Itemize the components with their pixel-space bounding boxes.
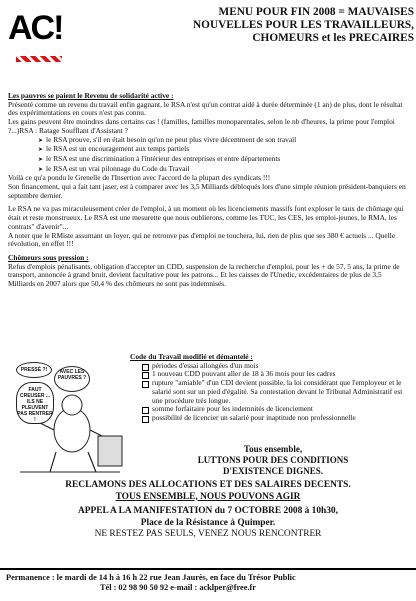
paragraph: Les gains peuvent être moindres dans certains cas ! (familles, familles monoparentales, selon le nb d'heures, la prime pour l'emploi ?...)RSA : Ratage Soufflant d'Assistant ?: [8, 117, 395, 135]
code-list: [130, 362, 412, 423]
section-rsa: [8, 92, 408, 289]
paragraph: A noter que le RMiste assumant un loyer, qui ne retrouve pas d'emploi ne touchera, lui, rien de plus que ses 380 € actuels ... Quelle révolution, en effet !!!: [8, 230, 396, 249]
list-item: ➤ le RSA est une discrimination à l'intérieur des entreprises et entre départements: [48, 155, 408, 165]
paragraph: Son financement, qui a fait tant jaser, est à comparer avec les 3,5 Milliards débloqués lors d'une simple réunion président-banquiers en septembre dernier.: [8, 182, 406, 200]
list-item: ➤ le RSA est un encouragement aux temps partiels: [48, 145, 408, 155]
section-heading: Code du Travail modifié et démantelé :: [130, 352, 253, 361]
paragraph: Présenté comme un revenu du travail enfin gagnant, le RSA n'est qu'un contrat aidé à durée déterminée (1 an) de plus, dont le résultat des expérimentations en cours n'est pas connu.: [8, 99, 403, 118]
list-item: somme forfaitaire pour les indemnités de licenciement: [142, 405, 412, 414]
paragraph: Le RSA ne va pas miraculeusement créer de l'emploi, à un moment où les licenciements massifs font exploser le taux de chômage qui était et reste monstrueux. Le RSA est une mesurette que nous oublierons, comme les TUC, les CES, les emploi-jeunes, le RMA, les contrats" d'avenir"...: [8, 204, 404, 231]
cartoon-illustration: [10, 360, 128, 478]
ac-logo: [6, 8, 68, 80]
list-item: périodes d'essai allongées d'un mois: [142, 362, 412, 371]
list-item: rupture "amiable" d'un CDI devient possible, la loi considérant que l'employeur et le salarié sont sur un pied d'égalité. Sa contestation devant le Tribunal Administratif est une procédure très longue.: [142, 379, 412, 405]
logo-text: AC!: [8, 9, 63, 47]
call-to-action: RECLAMONS DES ALLOCATIONS ET DES SALAIRES DECENTS. TOUS ENSEMBLE, NOUS POUVONS AGIR APPEL A LA MANIFESTATION du 7 OCTOBRE 2008 à 10h30, Place de la Résistance à Quimper. NE RESTEZ PAS SEULS, VENEZ NOUS RENCONTRER: [65, 480, 351, 539]
paragraph: Voilà ce qu'a pondu le Grenelle de l'Insertion avec l'accord de la plupart des syndicats !!!: [8, 173, 271, 183]
speech-bubble: PRESSÉ ?!: [16, 362, 52, 378]
page-title: MENU POUR FIN 2008 = MAUVAISES NOUVELLES POUR LES TRAVAILLEURS, CHOMEURS et les PRECAIRES: [193, 6, 414, 44]
logo-stripe: [16, 56, 62, 62]
speech-bubble: FAUT CREUSER ... ILS NE PLEUVENT PAS RENTRER !: [16, 382, 54, 424]
list-item: ➤ le RSA prouve, s'il en était besoin qu'on ne peut plus vivre décemment de son travail: [48, 136, 408, 146]
footer-permanence: Permanence : le mardi de 14 h à 16 h 22 rue Jean Jaurès, en face du Trésor Public: [6, 573, 296, 582]
list-item: ➤ le RSA est un vrai pilonnage du Code du Travail: [48, 165, 408, 175]
rsa-list: [8, 136, 408, 175]
footer-contact: Tél : 02 98 90 50 92 e-mail : acklper@free.fr: [100, 583, 256, 592]
list-item: possibilité de licencier un salarié pour inaptitude non professionnelle: [142, 414, 412, 423]
list-item: 1 nouveau CDD pouvant aller de 18 à 36 mois pour les cadres: [142, 370, 412, 379]
footer: [0, 568, 416, 601]
section-code-travail: [130, 353, 412, 423]
speech-bubble: AVEC LES PAUVRES ?: [54, 366, 90, 392]
section-heading: Les pauvres se paient le Revenu de solidarité active :: [8, 91, 174, 100]
conclusion: Tous ensemble, LUTTONS POUR DES CONDITIONS D'EXISTENCE DIGNES.: [197, 444, 349, 476]
section-heading: Chômeurs sous pression :: [8, 252, 89, 262]
paragraph: Refus d'emplois pénalisants, obligation d'accepter un CDD, suspension de la recherche d'emploi, pour les + de 57, 5 ans, la prime de transport, annoncée à grand bruit, devient facultative pour les patrons... Et les caisses de l'Unedic, excédentaires de plus de 3,5 Milliards en 2007 alors que 50,4 % des chômeurs ne sont pas indemnisés.: [8, 261, 400, 289]
